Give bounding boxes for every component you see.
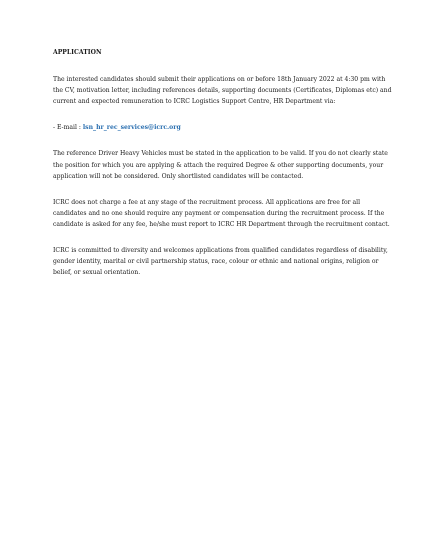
email-line: [53, 122, 393, 133]
email-label: - E-mail :: [53, 124, 83, 132]
document-page: [53, 47, 393, 293]
reference-requirement-paragraph: The reference Driver Heavy Vehicles must be stated in the application to be valid. If you do not clearly state the position for which you are applying & attach the required Degree & other supporting documents, your application will not be considered. Only shortlisted candidates will be contacted.: [53, 150, 388, 180]
section-heading: APPLICATION: [53, 49, 102, 56]
application-instructions-paragraph: The interested candidates should submit their applications on or before 18th January 2022 at 4:30 pm with the CV, motivation letter, including references details, supporting documents (Certificates, Diplomas etc) and current and expected remuneration to ICRC Logistics Support Centre, HR Department via:: [53, 76, 392, 106]
no-fee-paragraph: ICRC does not charge a fee at any stage of the recruitment process. All applications are free for all candidates and no one should require any payment or compensation during the recruitment process. If the candidate is asked for any fee, he/she must report to ICRC HR Department through the recruitment contact.: [53, 198, 390, 228]
email-link[interactable]: lsn_hr_rec_services@icrc.org: [82, 124, 181, 132]
diversity-statement-paragraph: ICRC is committed to diversity and welcomes applications from qualified candidates regardless of disability, gender identity, marital or civil partnership status, race, colour or ethnic and national origins, religion or belief, or sexual orientation.: [53, 247, 388, 277]
